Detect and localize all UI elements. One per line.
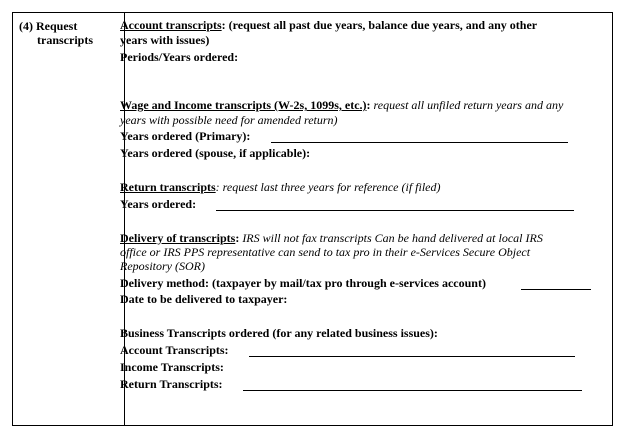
business-income-transcripts-label: Income Transcripts: — [120, 360, 224, 374]
wage-income-heading: Wage and Income transcripts (W-2s, 1099s, etc.) — [120, 98, 367, 112]
wage-colon: : — [366, 98, 371, 112]
delivery-heading-line — [120, 231, 543, 245]
delivery-method-field[interactable] — [521, 289, 591, 290]
section-number-label: (4) Request — [19, 19, 78, 33]
date-to-deliver-label: Date to be delivered to taxpayer: — [120, 292, 288, 306]
years-ordered-spouse-label: Years ordered (spouse, if applicable): — [120, 146, 311, 160]
business-account-transcripts-label: Account Transcripts: — [120, 343, 229, 357]
section-label-cell — [19, 19, 119, 47]
return-transcripts-heading: Return transcripts — [120, 180, 216, 194]
form-table — [12, 12, 613, 426]
return-years-ordered-label: Years ordered: — [120, 197, 197, 211]
periods-years-label: Periods/Years ordered: — [120, 50, 239, 64]
account-transcripts-heading: Account transcripts — [120, 18, 222, 32]
wage-instructions-2: years with possible need for amended return) — [120, 113, 338, 127]
account-heading-line — [120, 18, 537, 32]
delivery-instructions-3: Repository (SOR) — [120, 259, 205, 273]
account-instructions-2: years with issues) — [120, 33, 210, 47]
delivery-instructions-2: office or IRS PPS representative can send to tax pro in their e-Services Secure Object — [120, 245, 531, 259]
wage-instructions-1: request all unfiled return years and any — [370, 98, 564, 112]
return-instructions: : request last three years for reference (if filed) — [215, 180, 441, 194]
delivery-method-label: Delivery method: (taxpayer by mail/tax pro through e-services account) — [120, 276, 486, 290]
account-instructions-1: : (request all past due years, balance due years, and any other — [221, 18, 538, 32]
delivery-instructions-1: IRS will not fax transcripts Can be hand delivered at local IRS — [239, 231, 543, 245]
section-title-label: transcripts — [37, 33, 93, 47]
delivery-transcripts-heading: Delivery of transcripts — [120, 231, 236, 245]
return-years-ordered-field[interactable] — [216, 210, 574, 211]
return-heading-line — [120, 180, 440, 194]
delivery-colon: : — [235, 231, 240, 245]
wage-heading-line — [120, 98, 563, 112]
business-return-transcripts-label: Return Transcripts: — [120, 377, 223, 391]
years-ordered-primary-field[interactable] — [271, 142, 568, 143]
business-transcripts-heading: Business Transcripts ordered (for any related business issues): — [120, 326, 438, 340]
business-account-transcripts-field[interactable] — [249, 356, 575, 357]
years-ordered-primary-label: Years ordered (Primary): — [120, 129, 251, 143]
business-return-transcripts-field[interactable] — [243, 390, 582, 391]
